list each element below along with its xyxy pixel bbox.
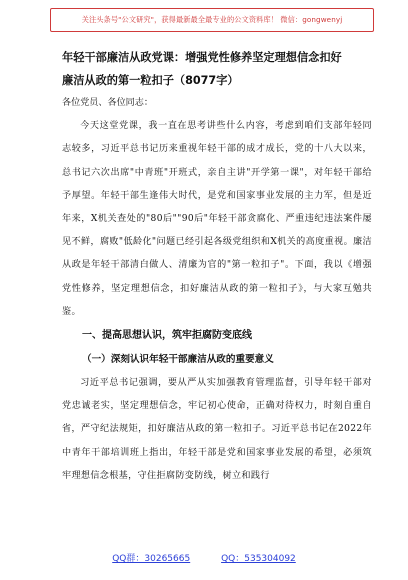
section-heading-1: 一、提高思想认识，筑牢拒腐防变底线: [82, 330, 252, 342]
greeting: 各位党员、各位同志：: [62, 98, 153, 108]
page-footer: [0, 551, 408, 564]
body-paragraph-2: 习近平总书记强调，要从严从实加强教育管理监督，引导年轻干部对党忠诚老实，坚定理想信念，牢记初心使命，正确对待权力，时刻自重自省，严守纪法规矩，扣好廉洁从政的第一粒扣子。习近平总书记在2022年中青年干部培训班上指出，年轻干部是党和国家事业发展的希望，必须筑牢理想信念根基，守住拒腐防变防线，树立和践行: [62, 378, 372, 481]
qq-contact-link[interactable]: QQ：535304092: [221, 554, 296, 564]
document-title: [62, 46, 372, 92]
title-line-1: 年轻干部廉洁从政党课：增强党性修养坚定理想信念扣好: [62, 51, 342, 64]
watermark-banner: 关注头条号"公文研究"，获得最新最全最专业的公文资料库！ 微信：gongwenyj: [50, 8, 374, 32]
intro-paragraph: 今天这堂党课，我一直在思考讲些什么内容，考虑到咱们支部年轻同志较多，习近平总书记历来重视年轻干部的成才成长，党的十八大以来，总书记六次出席"中青班"开班式，亲自主讲"开学第一课"，对年轻干部给予厚望。年轻干部生逢伟大时代，是党和国家事业发展的主力军，但是近年来，X机关查处的"80后""90后"年轻干部贪腐化、严重违纪违法案件屡见不鲜，腐败"低龄化"问题已经引起各级党组织和X机关的高度重视。廉洁从政是年轻干部清白做人、清廉为官的"第一粒扣子"。下面，我以《增强党性修养，坚定理想信念，扣好廉洁从政的第一粒扣子》，与大家互勉共鉴。: [62, 121, 372, 317]
document-body: [62, 46, 372, 488]
subsection-heading-1: （一）深刻认识年轻干部廉洁从政的重要意义: [82, 354, 274, 366]
title-line-2: 廉洁从政的第一粒扣子（8077字）: [62, 74, 239, 87]
qq-group-link[interactable]: QQ群：30265665: [112, 554, 191, 564]
